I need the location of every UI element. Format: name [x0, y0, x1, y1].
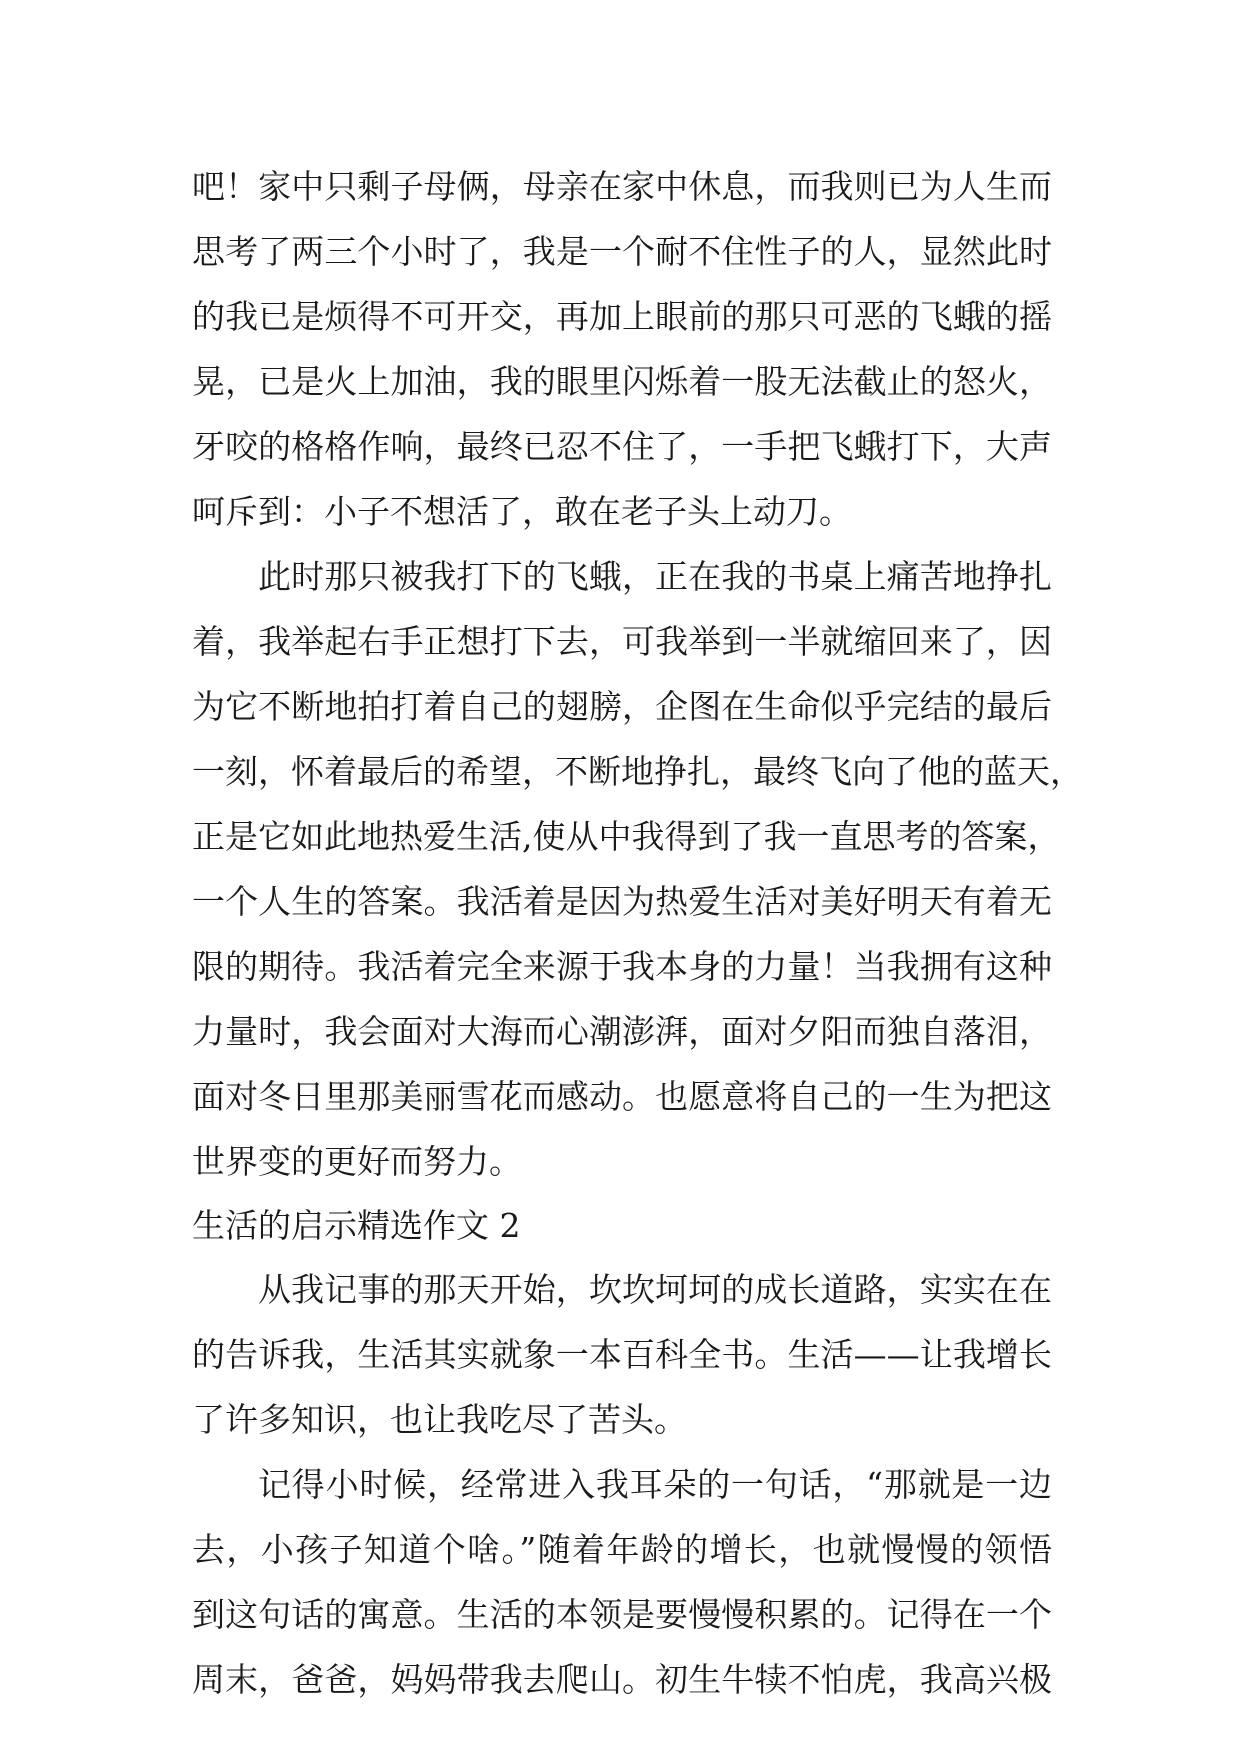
section-title: 生活的启示精选作文 2	[192, 1206, 521, 1245]
paragraph	[192, 154, 1052, 544]
section-heading	[192, 1194, 1052, 1257]
text-line: 晃，已是火上加油，我的眼里闪烁着一股无法截止的怒火，	[192, 362, 1052, 401]
paragraph	[192, 1257, 1052, 1452]
text-line: 力量时，我会面对大海而心潮澎湃，面对夕阳而独自落泪，	[192, 1012, 1052, 1051]
text-line: 周末，爸爸，妈妈带我去爬山。初生牛犊不怕虎，我高兴极	[192, 1660, 1052, 1699]
text-line: 牙咬的格格作响，最终已忍不住了，一手把飞蛾打下，大声	[192, 427, 1052, 466]
paragraph	[192, 1452, 1052, 1712]
text-line: 的告诉我，生活其实就象一本百科全书。生活——让我增长	[192, 1335, 1052, 1374]
text-line: 记得小时候，经常进入我耳朵的一句话，“那就是一边	[258, 1465, 1052, 1504]
text-line: 限的期待。我活着完全来源于我本身的力量！当我拥有这种	[192, 947, 1052, 986]
text-line: 世界变的更好而努力。	[192, 1142, 522, 1181]
text-line: 为它不断地拍打着自己的翅膀，企图在生命似乎完结的最后	[192, 687, 1052, 726]
text-line: 吧！家中只剩子母俩，母亲在家中休息，而我则已为人生而	[192, 167, 1052, 206]
text-line: 的我已是烦得不可开交，再加上眼前的那只可恶的飞蛾的摇	[192, 297, 1052, 336]
text-line: 呵斥到：小子不想活了，敢在老子头上动刀。	[192, 492, 852, 531]
text-line: 正是它如此地热爱生活,使从中我得到了我一直思考的答案，	[192, 817, 1061, 856]
text-line: 了许多知识，也让我吃尽了苦头。	[192, 1400, 687, 1439]
text-line: 去，小孩子知道个啥。”随着年龄的增长，也就慢慢的领悟	[192, 1530, 1052, 1569]
text-line: 一刻，怀着最后的希望，不断地挣扎，最终飞向了他的蓝天，	[192, 752, 1083, 791]
text-line: 思考了两三个小时了，我是一个耐不住性子的人，显然此时	[192, 232, 1052, 271]
text-line: 从我记事的那天开始，坎坎坷坷的成长道路，实实在在	[258, 1270, 1052, 1309]
text-line: 到这句话的寓意。生活的本领是要慢慢积累的。记得在一个	[192, 1595, 1052, 1634]
text-line: 着，我举起右手正想打下去，可我举到一半就缩回来了，因	[192, 622, 1052, 661]
text-line: 此时那只被我打下的飞蛾，正在我的书桌上痛苦地挣扎	[258, 557, 1052, 596]
paragraph	[192, 544, 1083, 1194]
text-line: 面对冬日里那美丽雪花而感动。也愿意将自己的一生为把这	[192, 1077, 1052, 1116]
text-line: 一个人生的答案。我活着是因为热爱生活对美好明天有着无	[192, 882, 1052, 921]
document-body	[192, 154, 1083, 1712]
